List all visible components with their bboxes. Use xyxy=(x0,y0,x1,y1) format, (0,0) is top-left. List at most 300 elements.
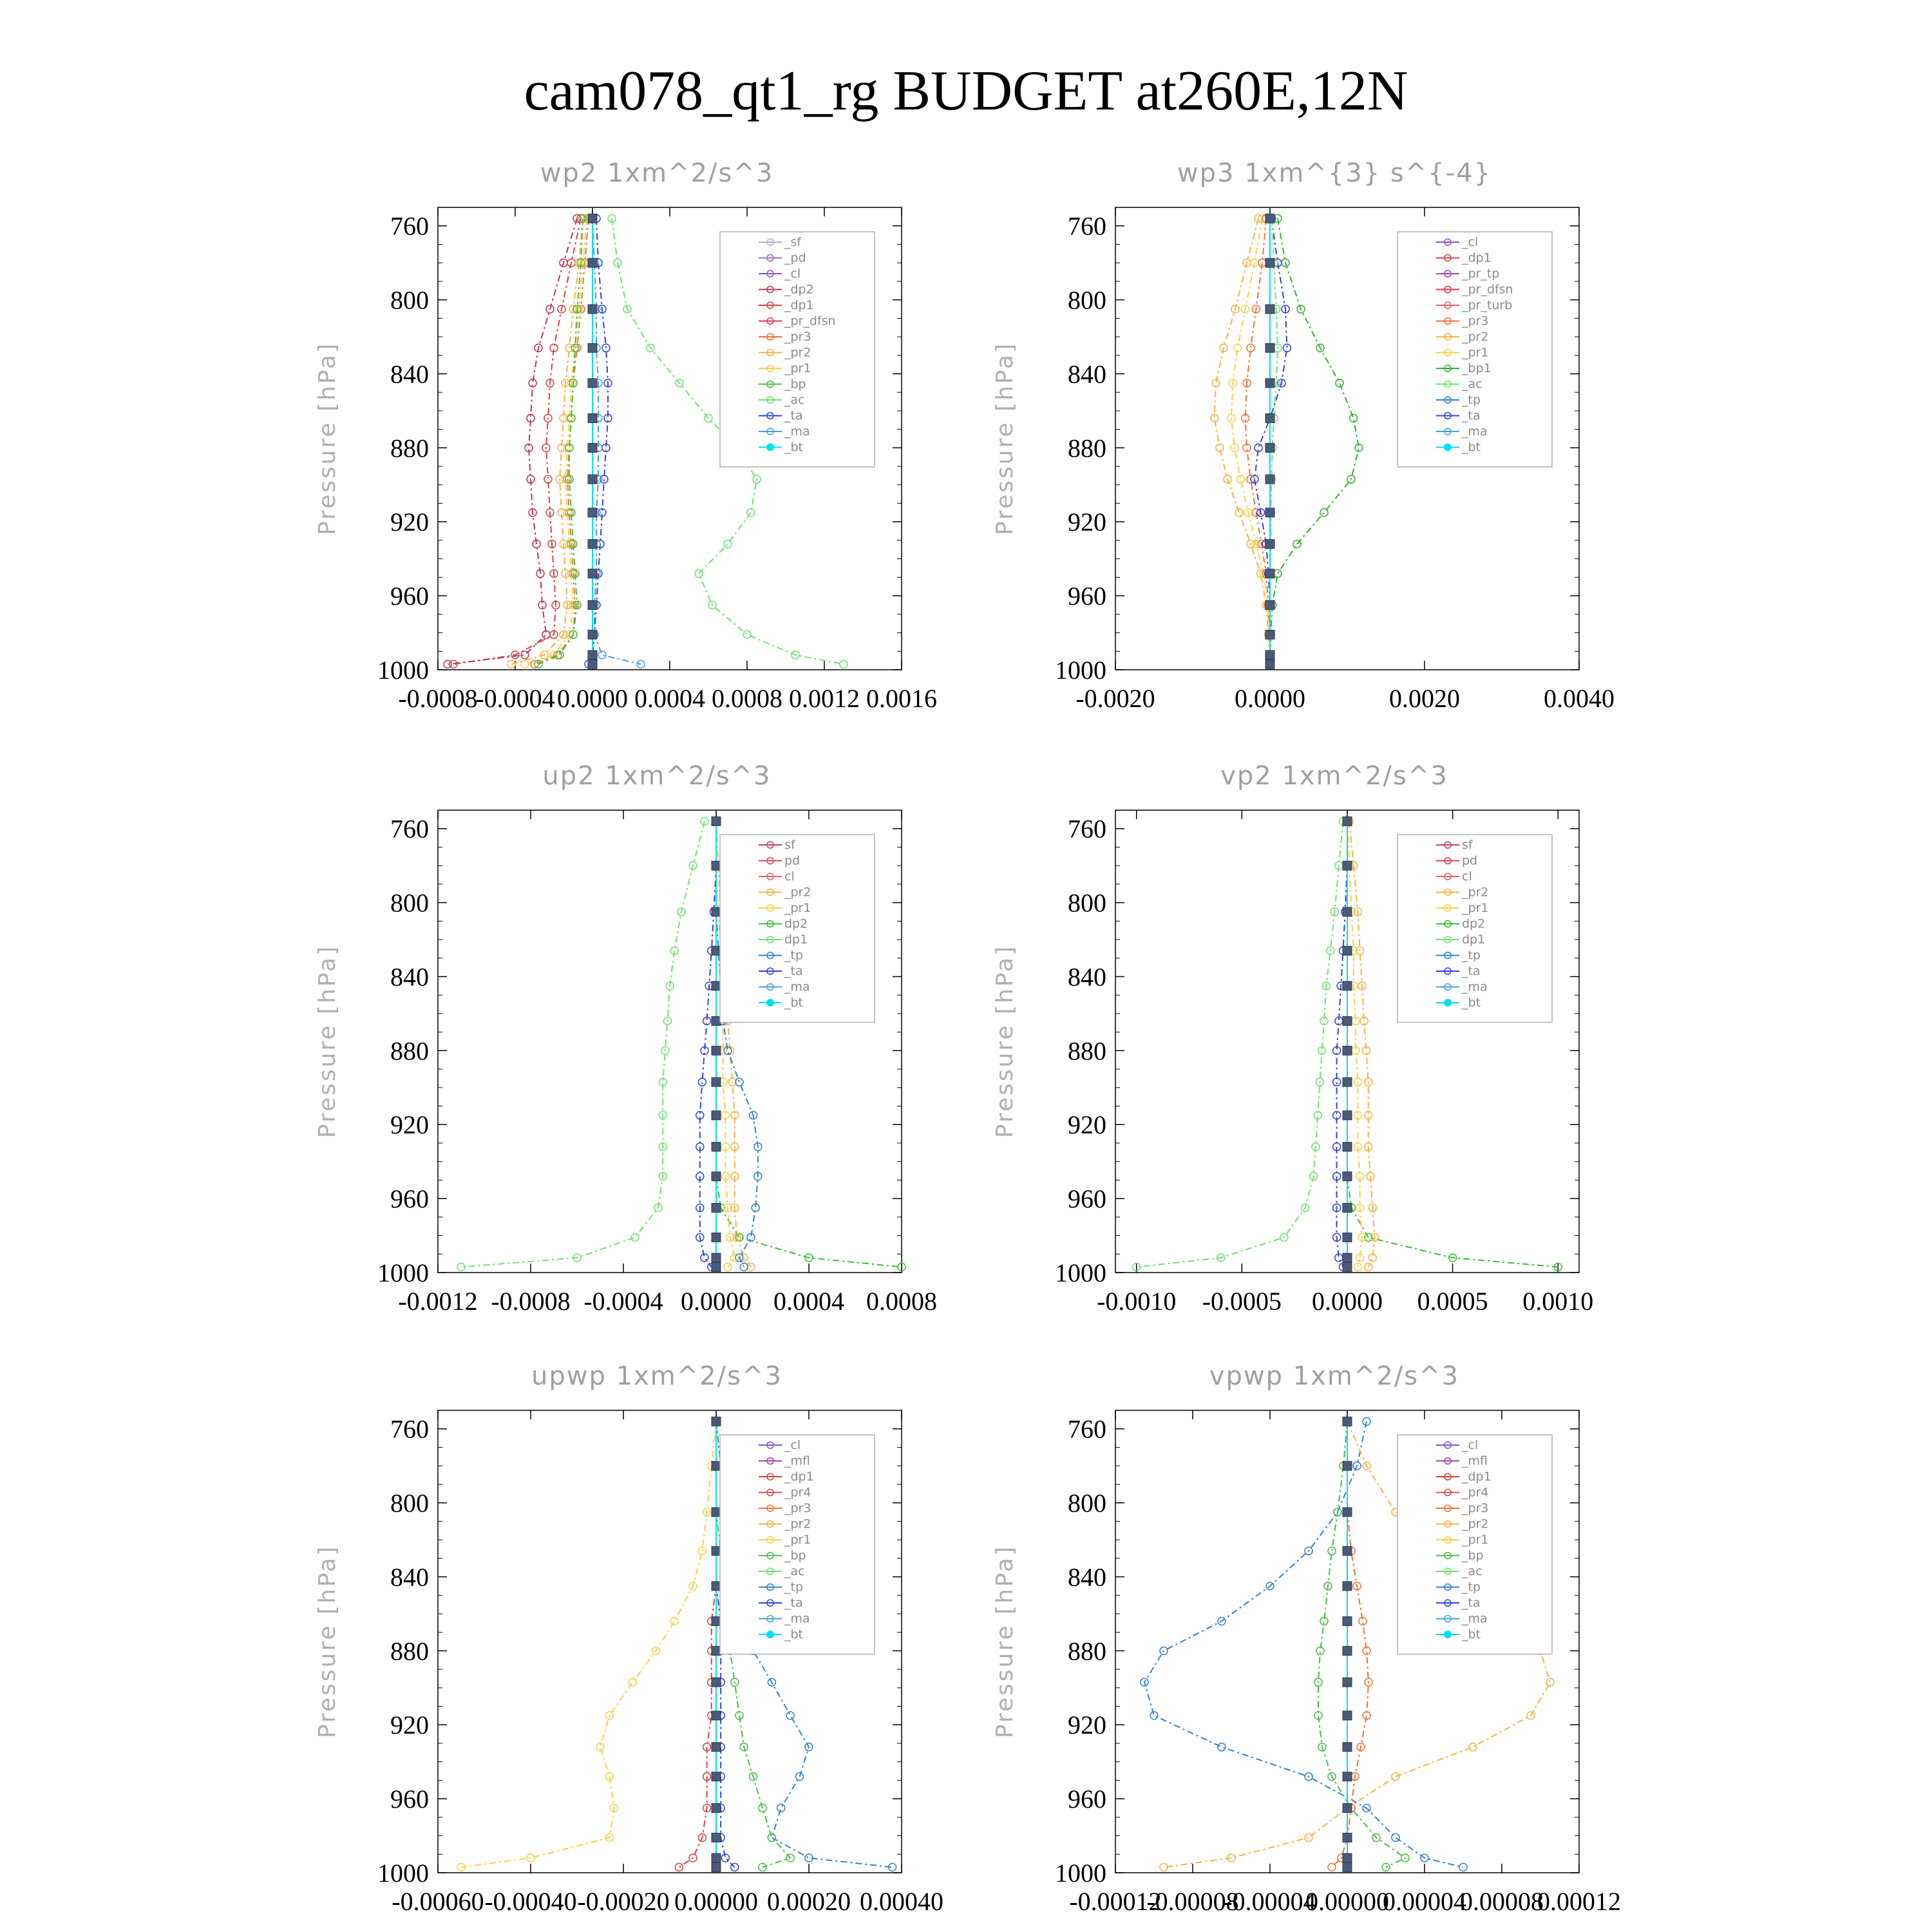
series-line xyxy=(1337,821,1347,1267)
series-line xyxy=(1347,821,1362,1267)
series-line xyxy=(592,218,641,664)
panel-4 xyxy=(992,761,1593,1316)
y-tick-label: 800 xyxy=(1068,888,1106,918)
legend-entry: _pr4 xyxy=(784,1485,811,1500)
y-tick-label: 1000 xyxy=(377,656,429,685)
data-point xyxy=(1265,569,1274,578)
series-line xyxy=(1318,1421,1405,1867)
legend-entry: _pr1 xyxy=(784,901,811,915)
legend-entry: _tp xyxy=(784,1580,804,1595)
legend-entry: _pr3 xyxy=(1462,1501,1489,1515)
legend-entry: _ta xyxy=(1462,964,1481,978)
legend-entry: _pr_tp xyxy=(1462,267,1500,281)
legend-entry: _tp xyxy=(784,948,804,963)
series-line xyxy=(461,1421,716,1867)
y-tick-label: 760 xyxy=(1068,814,1106,844)
legend-entry: _sf xyxy=(784,235,802,249)
y-tick-label: 800 xyxy=(390,285,429,315)
data-point xyxy=(670,1617,678,1625)
y-tick-label: 760 xyxy=(390,211,429,241)
data-point xyxy=(1469,1743,1477,1751)
legend-entry: _mfl xyxy=(784,1454,810,1468)
data-point xyxy=(1265,305,1274,314)
data-point xyxy=(1343,1262,1352,1271)
data-point xyxy=(527,1854,535,1862)
data-point xyxy=(1343,1111,1352,1120)
legend-entry: _pr_dfsn xyxy=(1462,282,1513,297)
data-point xyxy=(712,1172,721,1181)
panel-title: vp2 1xm^2/s^3 xyxy=(1220,761,1448,791)
legend-entry: _ac xyxy=(784,1564,805,1578)
data-point xyxy=(743,630,751,638)
data-point xyxy=(1328,1547,1336,1555)
data-point xyxy=(1265,214,1274,223)
panel-title: wp3 1xm^{3} s^{-4} xyxy=(1177,158,1492,188)
legend-entry: _ta xyxy=(1462,408,1481,423)
data-point xyxy=(712,1461,721,1470)
legend-entry: _pr2 xyxy=(1462,1517,1489,1531)
data-point xyxy=(521,660,529,668)
legend-entry: _ta xyxy=(784,964,803,978)
series-line xyxy=(1255,218,1287,664)
legend-entry: _ta xyxy=(784,408,803,423)
legend-entry: dp2 xyxy=(1462,916,1486,931)
legend-entry: _pr2 xyxy=(1462,330,1489,344)
legend-entry: _tp xyxy=(1462,393,1481,407)
data-point xyxy=(1235,509,1243,516)
data-point xyxy=(1265,475,1274,484)
data-point xyxy=(1546,1678,1554,1686)
legend-entry: sf xyxy=(1462,838,1473,852)
data-point xyxy=(1343,1803,1352,1812)
legend-entry: _pr1 xyxy=(1462,1533,1489,1547)
data-point xyxy=(1336,379,1343,387)
x-tick-label: 0.00004 xyxy=(1383,1887,1466,1916)
y-tick-label: 920 xyxy=(390,1110,429,1140)
data-point xyxy=(1265,630,1274,639)
data-point xyxy=(1265,540,1274,549)
series-line xyxy=(1332,1421,1368,1867)
panel-3 xyxy=(314,761,937,1316)
data-point xyxy=(768,1833,775,1841)
legend-entry: _ma xyxy=(1462,424,1488,439)
y-tick-label: 760 xyxy=(1068,1414,1106,1444)
legend-entry: _cl xyxy=(1462,235,1479,249)
y-axis-label: Pressure [hPa] xyxy=(314,1544,341,1739)
y-tick-label: 960 xyxy=(390,1785,429,1814)
series-line xyxy=(1270,218,1278,664)
data-point xyxy=(712,1616,721,1625)
series-line xyxy=(525,218,587,664)
legend-entry: dp2 xyxy=(784,916,808,931)
data-point xyxy=(1343,981,1352,990)
y-tick-label: 960 xyxy=(390,1184,429,1214)
data-point xyxy=(588,475,597,484)
data-point xyxy=(712,1803,721,1812)
data-point xyxy=(588,650,597,659)
data-point xyxy=(712,1016,721,1025)
data-point xyxy=(1305,1833,1312,1841)
data-point xyxy=(1392,1773,1399,1781)
data-point xyxy=(1343,1142,1352,1151)
data-point xyxy=(712,1853,721,1862)
legend-entry: _tp xyxy=(1462,948,1481,963)
data-point xyxy=(1333,1078,1341,1086)
legend-entry: _dp1 xyxy=(784,298,814,312)
x-tick-label: 0.00000 xyxy=(674,1887,758,1916)
panels xyxy=(314,158,1621,1916)
x-tick-label: 0.0005 xyxy=(1417,1287,1488,1316)
legend-entry: _bt xyxy=(784,440,804,455)
data-point xyxy=(712,1077,721,1086)
data-point xyxy=(1343,1616,1352,1625)
data-point xyxy=(675,1863,683,1871)
data-point xyxy=(712,817,721,826)
series-line xyxy=(538,218,583,664)
legend-entry: _pr1 xyxy=(784,1533,811,1547)
data-point xyxy=(588,379,597,388)
y-tick-label: 840 xyxy=(390,359,429,389)
data-point xyxy=(712,1142,721,1151)
data-point xyxy=(588,508,597,517)
legend-entry: _bt xyxy=(1462,1627,1481,1642)
series-line xyxy=(461,821,705,1267)
x-tick-label: -0.00060 xyxy=(392,1887,484,1916)
data-point xyxy=(712,1833,721,1842)
y-tick-label: 800 xyxy=(1068,1488,1106,1518)
legend-entry: _pr2 xyxy=(784,1517,811,1531)
data-point xyxy=(712,1546,721,1555)
x-tick-label: 0.0004 xyxy=(634,684,705,713)
legend-entry: _pr3 xyxy=(784,330,811,344)
legend-entry: dp1 xyxy=(1462,933,1486,947)
data-point xyxy=(588,258,597,267)
legend-entry: _bt xyxy=(784,1627,804,1642)
data-point xyxy=(712,1233,721,1242)
data-point xyxy=(712,1508,721,1517)
legend-entry: _cl xyxy=(784,267,801,281)
panel-1 xyxy=(314,158,937,713)
y-tick-label: 920 xyxy=(1068,1710,1106,1740)
y-tick-label: 920 xyxy=(390,1710,429,1740)
data-point xyxy=(1343,1046,1352,1055)
y-tick-label: 840 xyxy=(390,1562,429,1592)
legend-entry: _pr1 xyxy=(1462,345,1489,360)
data-point xyxy=(1343,861,1352,870)
data-point xyxy=(1343,1546,1352,1555)
legend-entry: _pr1 xyxy=(1462,901,1489,915)
legend-entry: _bp1 xyxy=(1462,361,1492,375)
data-point xyxy=(1265,379,1274,388)
y-tick-label: 880 xyxy=(1068,1636,1106,1666)
y-axis-label: Pressure [hPa] xyxy=(314,341,341,536)
data-point xyxy=(712,1772,721,1781)
legend-entry: _ac xyxy=(784,393,805,407)
y-tick-label: 1000 xyxy=(377,1859,429,1888)
legend-entry: pd xyxy=(784,853,800,868)
x-tick-label: 0.0020 xyxy=(1389,684,1460,713)
legend-marker xyxy=(766,1631,774,1638)
x-tick-label: 0.00040 xyxy=(860,1887,943,1916)
x-tick-label: 0.0010 xyxy=(1522,1287,1594,1316)
data-point xyxy=(712,1253,721,1262)
legend-marker xyxy=(766,999,774,1007)
legend-entry: pd xyxy=(1462,853,1478,868)
y-tick-label: 960 xyxy=(390,582,429,611)
legend-entry: _ac xyxy=(1462,1564,1482,1578)
legend-entry: _bt xyxy=(1462,996,1481,1010)
legend-entry: cl xyxy=(784,869,795,884)
data-point xyxy=(588,343,597,352)
x-tick-label: -0.00008 xyxy=(1146,1887,1239,1916)
x-tick-label: -0.0004 xyxy=(475,684,555,713)
data-point xyxy=(1392,1833,1399,1841)
x-tick-label: -0.00012 xyxy=(1069,1887,1162,1916)
x-tick-label: -0.0004 xyxy=(583,1287,663,1316)
x-tick-label: 0.0008 xyxy=(866,1287,937,1316)
series-line xyxy=(1349,821,1374,1267)
data-point xyxy=(1343,1461,1352,1470)
data-point xyxy=(588,214,597,223)
legend-entry: _tp xyxy=(1462,1580,1481,1595)
y-tick-label: 880 xyxy=(390,1636,429,1666)
legend-entry: _pr2 xyxy=(784,345,811,360)
series-line xyxy=(1270,218,1359,664)
y-tick-label: 840 xyxy=(1068,1562,1106,1592)
legend-entry: _ac xyxy=(1462,377,1482,392)
legend-entry: _pr2 xyxy=(784,885,811,900)
legend-entry: _cl xyxy=(784,1438,801,1452)
y-tick-label: 840 xyxy=(1068,359,1106,389)
x-tick-label: -0.0010 xyxy=(1097,1287,1177,1316)
data-point xyxy=(596,1743,604,1751)
x-tick-label: -0.0008 xyxy=(491,1287,571,1316)
data-point xyxy=(1265,343,1274,352)
data-point xyxy=(1343,1233,1352,1242)
x-tick-label: -0.0008 xyxy=(398,684,478,713)
panel-title: up2 1xm^2/s^3 xyxy=(542,761,772,791)
figure-title: cam078_qt1_rg BUDGET at260E,12N xyxy=(524,60,1408,122)
panel-title: upwp 1xm^2/s^3 xyxy=(531,1361,782,1391)
data-point xyxy=(786,1712,794,1719)
data-point xyxy=(1343,1253,1352,1262)
data-point xyxy=(712,1646,721,1655)
data-point xyxy=(1343,946,1352,955)
data-point xyxy=(1327,947,1334,954)
legend-entry: _bt xyxy=(1462,440,1481,455)
x-tick-label: 0.00008 xyxy=(1460,1887,1544,1916)
data-point xyxy=(698,1547,706,1555)
legend-entry: _mfl xyxy=(1462,1454,1488,1468)
data-point xyxy=(588,630,597,639)
series-line xyxy=(1231,218,1270,664)
legend-entry: _ma xyxy=(1462,1611,1488,1626)
data-point xyxy=(698,1078,706,1086)
legend-entry: _ma xyxy=(784,1611,810,1626)
data-point xyxy=(588,569,597,578)
y-tick-label: 760 xyxy=(1068,211,1106,241)
legend-entry: cl xyxy=(1462,869,1472,884)
y-tick-label: 800 xyxy=(1068,285,1106,315)
x-tick-label: 0.0012 xyxy=(789,684,860,713)
data-point xyxy=(588,443,597,452)
data-point xyxy=(747,509,755,516)
y-tick-label: 960 xyxy=(1068,582,1106,611)
x-tick-label: 0.0008 xyxy=(712,684,782,713)
data-point xyxy=(1265,659,1274,668)
panel-title: vpwp 1xm^2/s^3 xyxy=(1209,1361,1460,1391)
data-point xyxy=(1150,1712,1158,1719)
y-tick-label: 880 xyxy=(1068,1036,1106,1066)
legend-entry: _pr1 xyxy=(784,361,811,375)
legend-entry: _pr2 xyxy=(1462,885,1489,900)
series-line xyxy=(448,218,577,664)
data-point xyxy=(1293,540,1301,548)
x-tick-label: 0.0000 xyxy=(1312,1287,1383,1316)
y-tick-label: 840 xyxy=(1068,962,1106,992)
data-point xyxy=(1265,443,1274,452)
legend-entry: _bp xyxy=(1462,1548,1484,1563)
legend-entry: _bp xyxy=(784,1548,806,1563)
legend-entry: _ma xyxy=(784,980,810,994)
data-point xyxy=(1343,1077,1352,1086)
y-tick-label: 840 xyxy=(390,962,429,992)
data-point xyxy=(712,1262,721,1271)
legend-entry: _dp1 xyxy=(784,1470,814,1484)
x-tick-label: 0.00012 xyxy=(1537,1887,1621,1916)
legend-entry: _dp1 xyxy=(1462,1470,1492,1484)
y-tick-label: 880 xyxy=(390,433,429,463)
series-line xyxy=(1215,218,1270,664)
data-point xyxy=(1343,1853,1352,1862)
series-line xyxy=(1137,821,1343,1267)
data-point xyxy=(712,1417,721,1426)
x-tick-label: 0.0000 xyxy=(1235,684,1305,713)
y-tick-label: 1000 xyxy=(1055,656,1106,685)
data-point xyxy=(1343,1203,1352,1212)
data-point xyxy=(712,1046,721,1055)
data-point xyxy=(1247,344,1255,352)
y-tick-label: 960 xyxy=(1068,1785,1106,1814)
data-point xyxy=(1343,1711,1352,1720)
y-tick-label: 920 xyxy=(1068,1110,1106,1140)
data-point xyxy=(712,1111,721,1120)
y-axis-label: Pressure [hPa] xyxy=(992,341,1018,536)
legend-entry: _cl xyxy=(1462,1438,1479,1452)
data-point xyxy=(1343,1016,1352,1025)
data-point xyxy=(1343,1862,1352,1871)
x-tick-label: -0.0005 xyxy=(1202,1287,1282,1316)
legend-entry: dp1 xyxy=(784,933,808,947)
y-axis-label: Pressure [hPa] xyxy=(992,1544,1018,1739)
data-point xyxy=(712,907,721,916)
x-tick-label: 0.0016 xyxy=(866,684,937,713)
data-point xyxy=(1354,1078,1361,1086)
data-point xyxy=(1265,258,1274,267)
legend-entry: _pr4 xyxy=(1462,1485,1489,1500)
legend-entry: _bt xyxy=(784,996,804,1010)
y-tick-label: 1000 xyxy=(1055,1859,1106,1888)
x-tick-label: 0.00020 xyxy=(767,1887,851,1916)
data-point xyxy=(1343,1172,1352,1181)
legend-entry: _pr_turb xyxy=(1462,298,1513,312)
y-tick-label: 1000 xyxy=(1055,1258,1106,1287)
data-point xyxy=(1265,508,1274,517)
data-point xyxy=(588,600,597,609)
x-tick-label: 0.0004 xyxy=(773,1287,844,1316)
data-point xyxy=(1265,413,1274,422)
series-line xyxy=(700,821,716,1267)
y-tick-label: 920 xyxy=(1068,507,1106,537)
data-point xyxy=(1343,1508,1352,1517)
x-tick-label: -0.0020 xyxy=(1075,684,1155,713)
legend-entry: _pr3 xyxy=(784,1501,811,1515)
data-point xyxy=(712,1862,721,1871)
x-tick-label: 0.0040 xyxy=(1544,684,1615,713)
data-point xyxy=(1328,1863,1336,1871)
data-point xyxy=(712,1582,721,1591)
data-point xyxy=(631,1233,639,1241)
data-point xyxy=(712,1678,721,1687)
y-tick-label: 760 xyxy=(390,814,429,844)
data-point xyxy=(1343,1772,1352,1781)
y-tick-label: 800 xyxy=(390,888,429,918)
data-point xyxy=(588,413,597,422)
x-tick-label: 0.0000 xyxy=(557,684,628,713)
panel-2 xyxy=(992,158,1615,713)
y-tick-label: 880 xyxy=(390,1036,429,1066)
x-tick-label: -0.0012 xyxy=(398,1287,478,1316)
legend-entry: _ta xyxy=(784,1596,803,1610)
y-tick-label: 920 xyxy=(390,507,429,537)
data-point xyxy=(712,1743,721,1752)
panel-5 xyxy=(314,1361,943,1916)
legend-entry: _pr3 xyxy=(1462,314,1489,328)
data-point xyxy=(712,946,721,955)
x-tick-label: -0.00004 xyxy=(1224,1887,1316,1916)
legend-entry: _pr_dfsn xyxy=(784,314,836,328)
data-point xyxy=(1343,1678,1352,1687)
legend-entry: _ma xyxy=(1462,980,1488,994)
y-tick-label: 880 xyxy=(1068,433,1106,463)
legend-marker xyxy=(1444,444,1452,451)
legend-entry: _bp xyxy=(784,377,806,392)
y-axis-label: Pressure [hPa] xyxy=(992,944,1018,1139)
data-point xyxy=(1343,1833,1352,1842)
data-point xyxy=(1343,1646,1352,1655)
data-point xyxy=(1343,1743,1352,1752)
y-axis-label: Pressure [hPa] xyxy=(314,944,341,1139)
legend-entry: _ta xyxy=(1462,1596,1481,1610)
y-tick-label: 1000 xyxy=(377,1258,429,1287)
data-point xyxy=(712,861,721,870)
x-tick-label: -0.00020 xyxy=(577,1887,670,1916)
y-tick-label: 800 xyxy=(390,1488,429,1518)
legend-entry: _dp2 xyxy=(784,282,814,297)
legend-marker xyxy=(1444,1631,1452,1638)
x-tick-label: 0.00000 xyxy=(1305,1887,1389,1916)
data-point xyxy=(1265,600,1274,609)
legend-entry: _ma xyxy=(784,424,810,439)
legend-marker xyxy=(1444,999,1452,1007)
data-point xyxy=(1343,817,1352,826)
panel-6 xyxy=(992,1361,1621,1916)
data-point xyxy=(588,305,597,314)
legend-entry: _pd xyxy=(784,251,806,265)
legend-entry: _dp1 xyxy=(1462,251,1492,265)
x-tick-label: 0.0000 xyxy=(681,1287,752,1316)
legend-marker xyxy=(766,444,774,451)
